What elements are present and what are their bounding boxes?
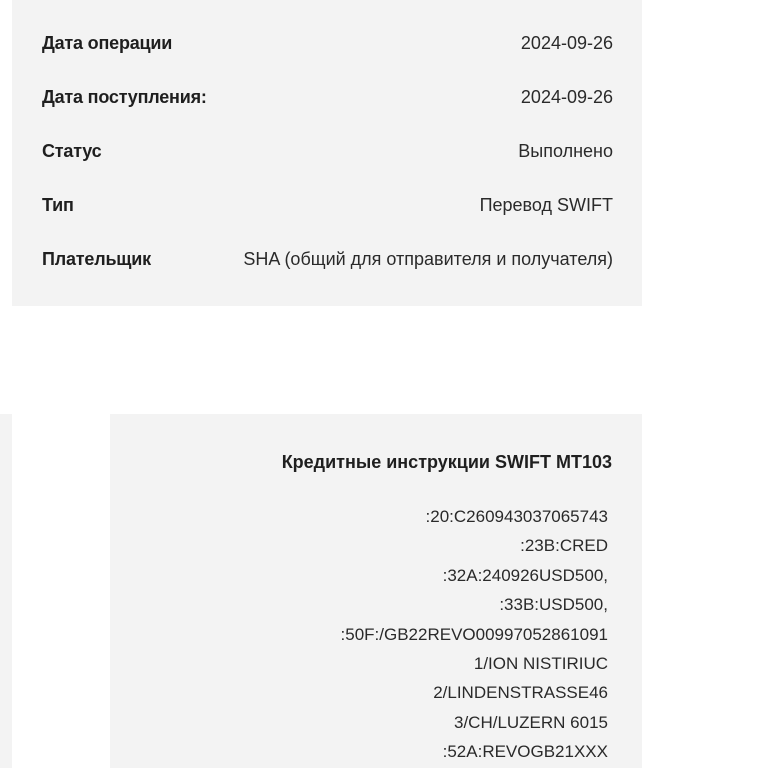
swift-message-lines xyxy=(341,502,608,767)
transaction-details-card xyxy=(12,0,642,306)
receipt-date-row xyxy=(42,82,613,112)
operation-date-value: 2024-09-26 xyxy=(520,32,613,53)
receipt-date-label: Дата поступления: xyxy=(42,86,207,107)
swift-instructions-title: Кредитные инструкции SWIFT MT103 xyxy=(281,452,612,472)
receipt-date-value: 2024-09-26 xyxy=(520,86,613,107)
payer-label: Плательщик xyxy=(42,248,151,269)
payer-row xyxy=(42,244,613,274)
payer-value: SHA (общий для отправителя и получателя) xyxy=(243,248,613,269)
type-row xyxy=(42,190,613,220)
swift-line: :32A:240926USD500, xyxy=(442,565,608,585)
operation-date-row xyxy=(42,28,613,58)
status-row xyxy=(42,136,613,166)
status-label: Статус xyxy=(42,140,102,161)
adjacent-card-edge xyxy=(0,414,12,768)
swift-line: 2/LINDENSTRASSE46 xyxy=(433,683,608,703)
swift-line: 1/ION NISTIRIUC xyxy=(473,653,608,673)
operation-date-label: Дата операции xyxy=(42,32,173,53)
swift-line: :20:C260943037065743 xyxy=(425,507,608,526)
type-label: Тип xyxy=(42,194,74,215)
swift-instructions-card xyxy=(110,414,642,768)
type-value: Перевод SWIFT xyxy=(479,194,613,215)
swift-line: 3/CH/LUZERN 6015 xyxy=(453,712,608,732)
swift-line: :52A:REVOGB21XXX xyxy=(442,742,608,762)
swift-line: :23B:CRED xyxy=(520,536,608,556)
status-value: Выполнено xyxy=(518,140,613,161)
swift-line: :50F:/GB22REVO00997052861091 xyxy=(340,624,608,644)
swift-line: :33B:USD500, xyxy=(499,595,608,615)
